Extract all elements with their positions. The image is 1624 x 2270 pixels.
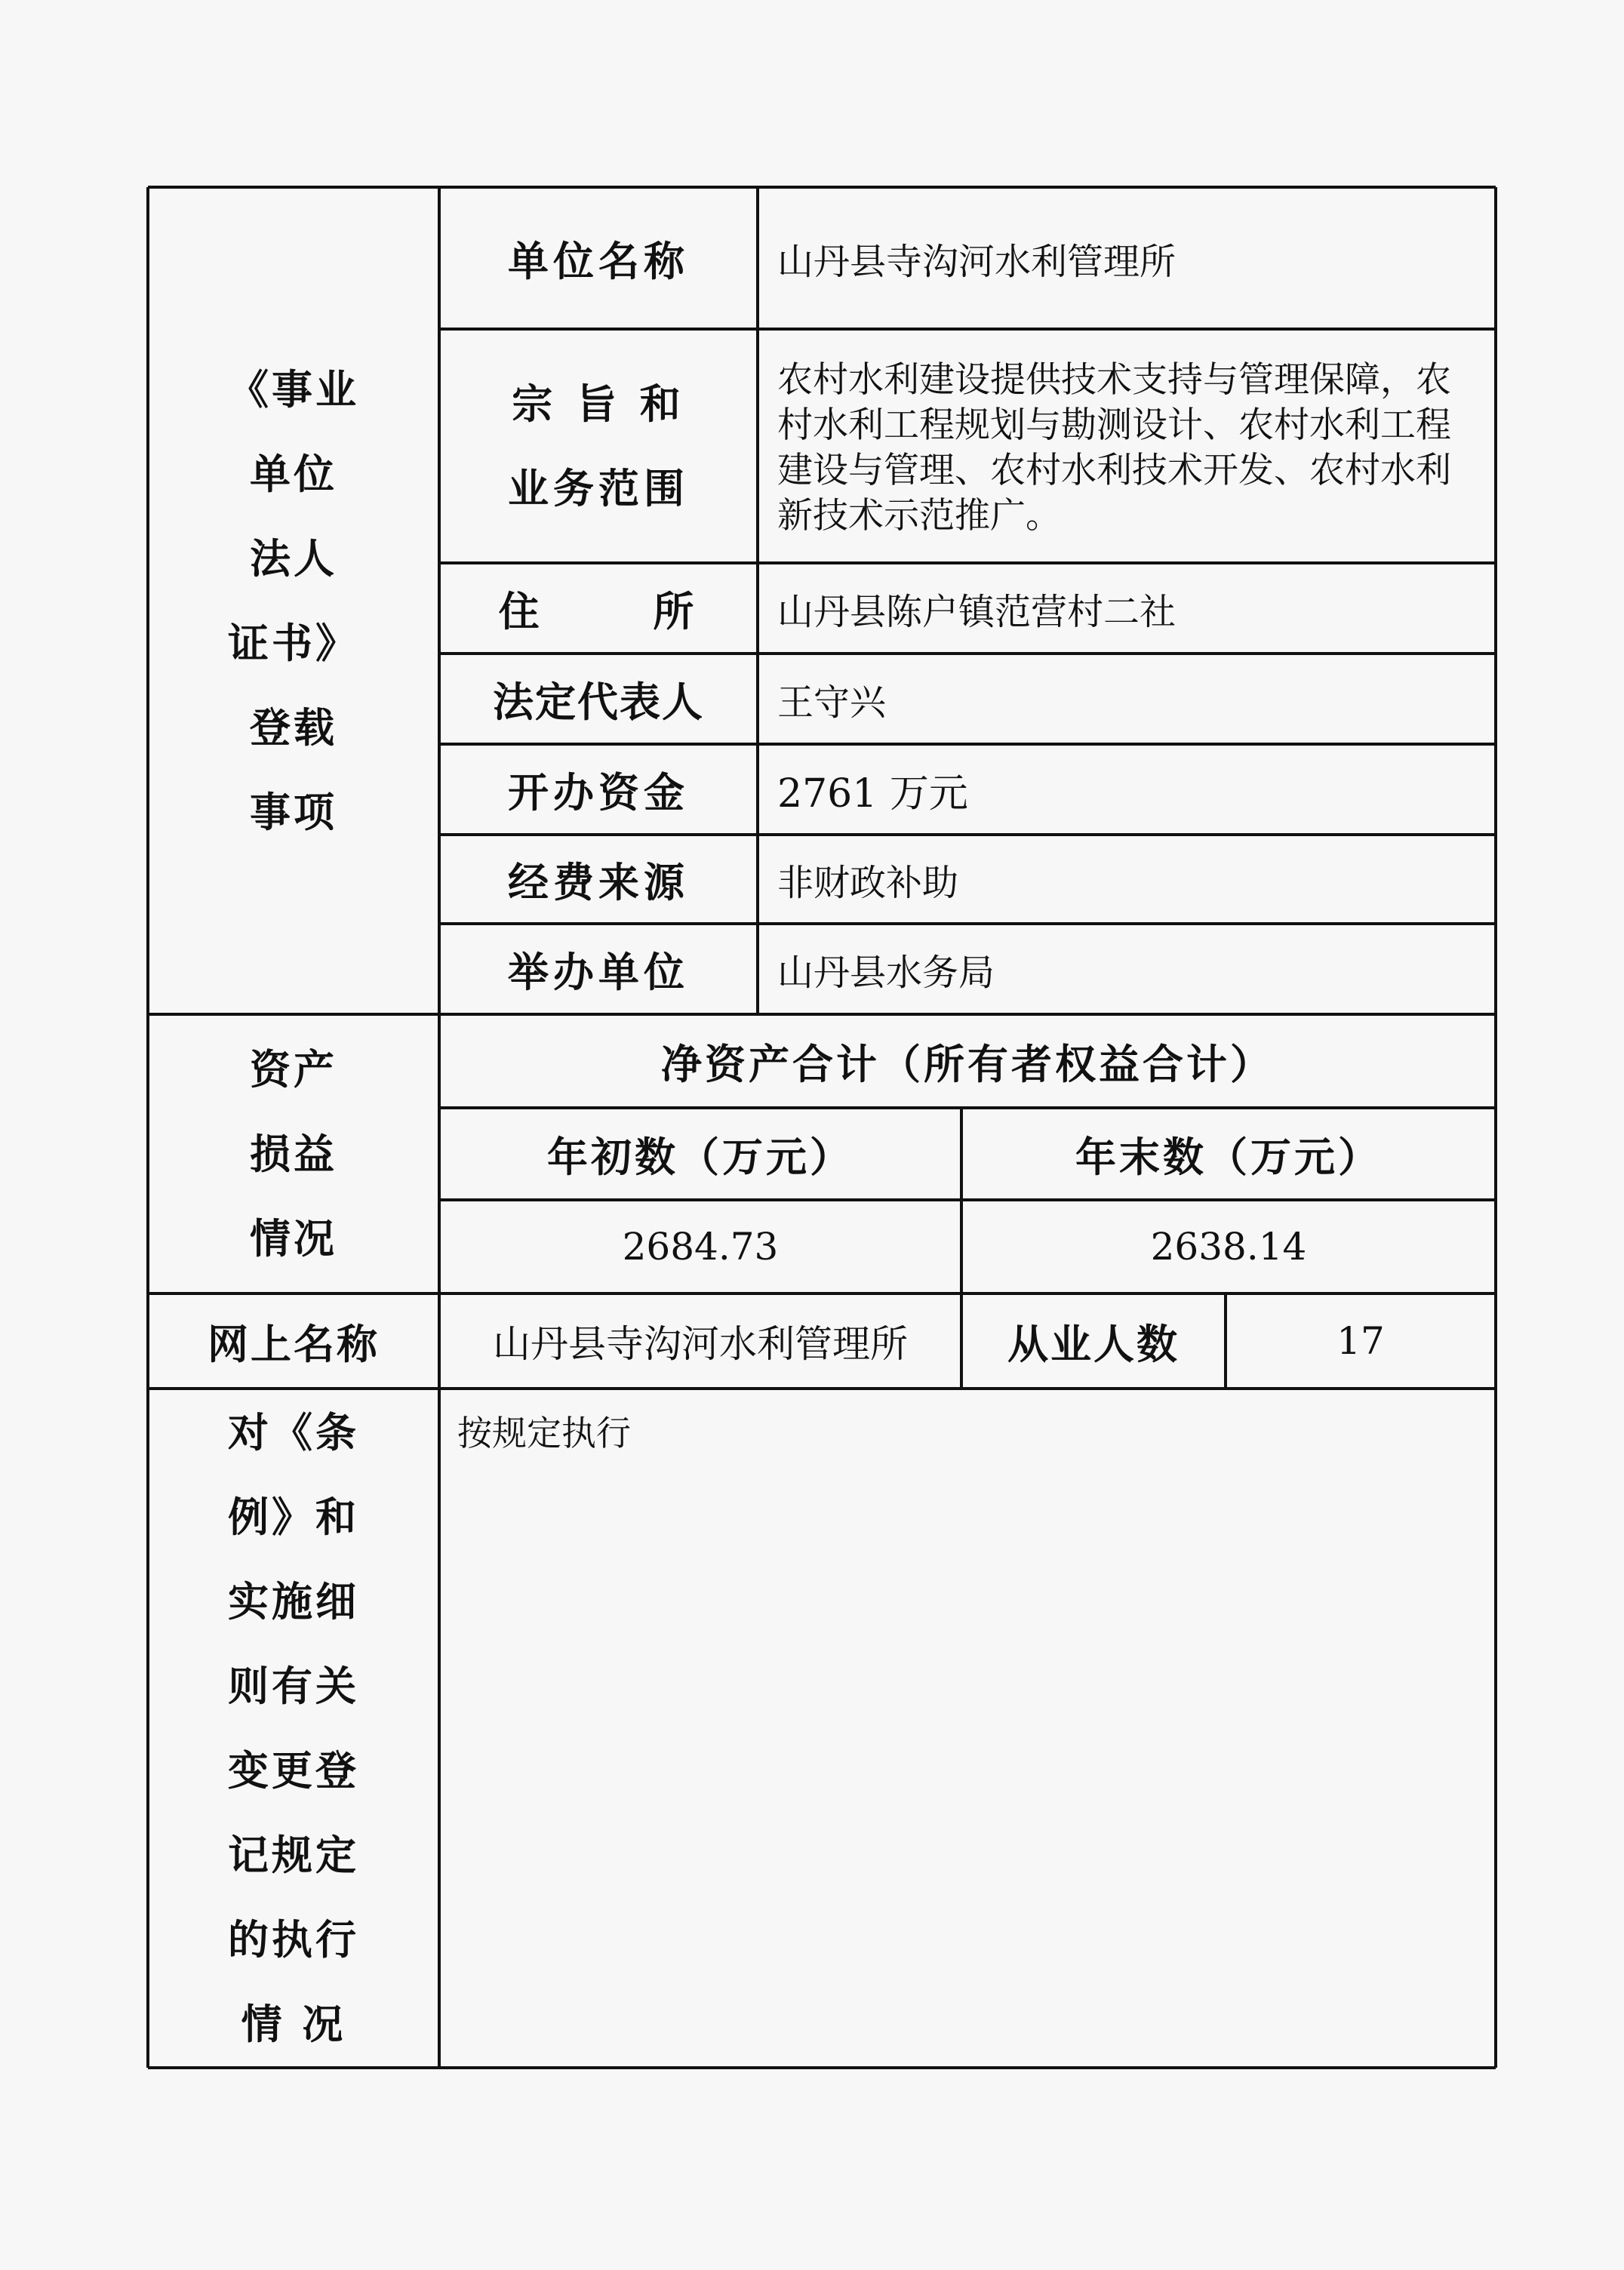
address-label: 住 所 <box>498 586 699 635</box>
registration-header-line: 单位 <box>250 450 337 498</box>
online-name-label: 网上名称 <box>208 1319 380 1368</box>
net-assets-label: 净资产合计（所有者权益合计） <box>661 1039 1274 1088</box>
unit-name-label: 单位名称 <box>508 236 689 285</box>
purpose-value: 农村水利建设提供技术支持与管理保障，农村水利工程规划与勘测设计、农村水利工程建设与管理、农村水利技术开发、农村水利新技术示范推广。 <box>777 359 1451 537</box>
legal-rep-label: 法定代表人 <box>493 677 704 726</box>
unit-name-value: 山丹县寺沟河水利管理所 <box>777 240 1176 283</box>
regulations-header-line: 记规定 <box>228 1831 359 1879</box>
registration-header-line: 法人 <box>250 534 337 583</box>
funding-value: 非财政补助 <box>777 861 959 904</box>
purpose-label <box>439 329 758 563</box>
sponsor-label: 举办单位 <box>508 947 689 996</box>
online-name-value: 山丹县寺沟河水利管理所 <box>493 1322 908 1366</box>
legal-rep-value: 王守兴 <box>777 681 887 724</box>
regulations-section-header <box>148 1389 439 2068</box>
address-value: 山丹县陈户镇范营村二社 <box>777 590 1176 633</box>
year-begin-value: 2684.73 <box>622 1225 779 1269</box>
assets-section-header <box>148 1014 439 1293</box>
purpose-label-line: 宗 旨 和 <box>512 380 685 428</box>
capital-value: 2761 万元 <box>777 771 968 817</box>
staff-count-label: 从业人数 <box>1007 1319 1180 1368</box>
assets-header-line: 资产 <box>250 1045 337 1093</box>
staff-count-value: 17 <box>1336 1319 1385 1363</box>
funding-label: 经费来源 <box>508 857 689 906</box>
regulations-header-line: 的执行 <box>228 1915 359 1964</box>
sponsor-value: 山丹县水务局 <box>777 951 995 994</box>
registration-header-line: 事项 <box>250 788 337 836</box>
capital-label: 开办资金 <box>508 767 689 817</box>
regulations-header-line: 例》和 <box>228 1493 359 1541</box>
year-begin-label: 年初数（万元） <box>547 1132 854 1181</box>
assets-header-line: 损益 <box>250 1130 337 1178</box>
registration-section-header <box>148 187 439 1014</box>
assets-header-line: 情况 <box>250 1214 337 1263</box>
registration-header-line: 证书》 <box>228 619 359 667</box>
year-end-value: 2638.14 <box>1150 1225 1307 1269</box>
regulations-header-line: 则有关 <box>228 1662 359 1710</box>
regulations-header-line: 对《条 <box>228 1408 359 1456</box>
purpose-label-line: 业务范围 <box>508 464 689 512</box>
year-end-label: 年末数（万元） <box>1075 1132 1382 1181</box>
regulations-header-line: 实施细 <box>228 1577 359 1626</box>
registration-header-line: 登载 <box>250 703 337 752</box>
regulations-value: 按规定执行 <box>457 1413 631 1453</box>
registration-header-line: 《事业 <box>228 365 359 414</box>
regulations-header-line: 情 况 <box>241 2000 346 2048</box>
regulations-header-line: 变更登 <box>228 1746 359 1795</box>
